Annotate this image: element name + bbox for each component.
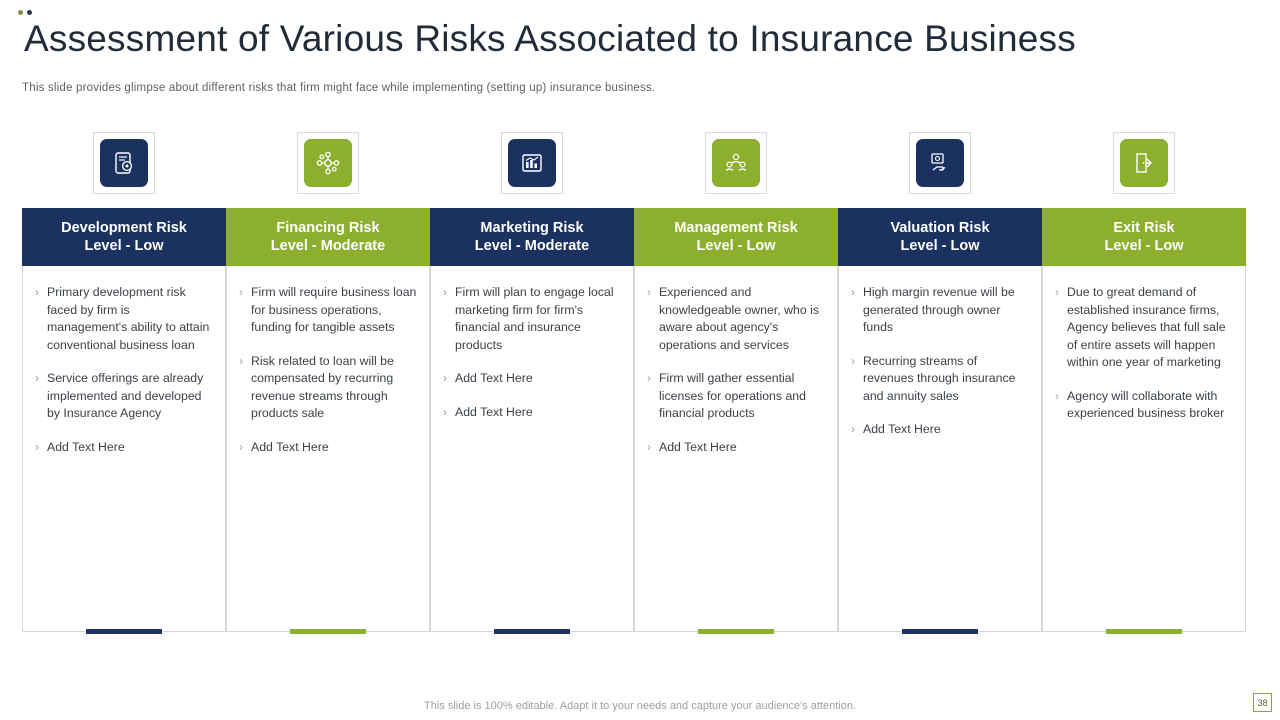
chevron-right-icon: › — [443, 285, 447, 299]
bullet-text: Add Text Here — [659, 439, 737, 454]
bullet-text: Due to great demand of established insurance firms, Agency believes that full sale of entire assets will happen within one year of marketing — [1067, 285, 1226, 369]
icon-container — [838, 132, 1042, 194]
column-accent-bar — [86, 629, 162, 634]
dot-navy — [27, 10, 32, 15]
column-title-line2: Level - Low — [696, 238, 776, 254]
column-title-line2: Level - Low — [1104, 238, 1184, 254]
footer-note: This slide is 100% editable. Adapt it to your needs and capture your audience's attention. — [424, 700, 856, 712]
column-title-line1: Marketing Risk — [480, 219, 584, 236]
icon-frame — [297, 132, 359, 194]
risk-column-exit — [1042, 132, 1246, 632]
column-header — [1042, 208, 1246, 266]
bullet-text: Add Text Here — [251, 439, 329, 454]
list-item — [1055, 388, 1233, 423]
list-item — [851, 353, 1029, 406]
list-item — [851, 284, 1029, 337]
bullet-text: Agency will collaborate with experienced business broker — [1067, 388, 1225, 420]
column-body — [838, 266, 1042, 632]
icon-frame — [93, 132, 155, 194]
column-accent-bar — [290, 629, 366, 634]
risk-column-valuation — [838, 132, 1042, 632]
handshake-money-icon — [916, 139, 964, 187]
column-body — [634, 266, 838, 632]
list-item — [647, 370, 825, 423]
network-nodes-icon — [304, 139, 352, 187]
column-title-line2: Level - Moderate — [270, 238, 386, 254]
list-item — [35, 370, 213, 423]
icon-container — [22, 132, 226, 194]
column-title-line2: Level - Low — [84, 238, 164, 254]
column-title-line2: Level - Low — [900, 238, 980, 254]
icon-container — [430, 132, 634, 194]
page-number-badge: 38 — [1253, 693, 1272, 712]
chevron-right-icon: › — [1055, 388, 1059, 403]
bullet-text: Add Text Here — [455, 371, 533, 385]
chevron-right-icon: › — [851, 422, 855, 436]
column-accent-bar — [698, 629, 774, 634]
list-item — [443, 404, 621, 422]
bullet-text: Add Text Here — [47, 439, 125, 454]
list-item — [35, 439, 213, 457]
chevron-right-icon: › — [35, 371, 39, 385]
chevron-right-icon: › — [647, 285, 651, 299]
column-title-line1: Valuation Risk — [890, 219, 990, 236]
chevron-right-icon: › — [851, 353, 855, 368]
bullet-text: Primary development risk faced by firm is management's ability to attain conventional business loan — [47, 285, 210, 352]
people-group-icon — [712, 139, 760, 187]
column-header — [430, 208, 634, 266]
column-title-line1: Management Risk — [674, 219, 798, 236]
risk-column-financing — [226, 132, 430, 632]
bullet-text: Firm will gather essential licenses for operations and financial products — [659, 371, 806, 420]
chevron-right-icon: › — [647, 439, 651, 454]
chevron-right-icon: › — [35, 285, 39, 299]
icon-container — [1042, 132, 1246, 194]
icon-frame — [1113, 132, 1175, 194]
bullet-text: Add Text Here — [863, 422, 941, 436]
list-item — [1055, 284, 1233, 372]
column-title-line1: Exit Risk — [1113, 219, 1175, 236]
exit-door-icon — [1120, 139, 1168, 187]
list-item — [443, 284, 621, 354]
risk-column-management — [634, 132, 838, 632]
column-header — [838, 208, 1042, 266]
column-title-line2: Level - Moderate — [474, 238, 590, 254]
list-item — [647, 439, 825, 457]
dot-green — [18, 10, 23, 15]
chevron-right-icon: › — [1055, 285, 1059, 299]
chevron-right-icon: › — [239, 439, 243, 454]
risk-column-development — [22, 132, 226, 632]
chevron-right-icon: › — [443, 371, 447, 385]
risk-columns — [22, 132, 1262, 632]
chevron-right-icon: › — [851, 285, 855, 299]
risk-column-marketing — [430, 132, 634, 632]
icon-frame — [705, 132, 767, 194]
column-title-line1: Development Risk — [61, 219, 187, 236]
bullet-text: Service offerings are already implemented and developed by Insurance Agency — [47, 371, 204, 420]
column-header — [22, 208, 226, 266]
chevron-right-icon: › — [239, 353, 243, 368]
column-header — [634, 208, 838, 266]
page-subtitle: This slide provides glimpse about different risks that firm might face while implementing (setting up) insurance business. — [22, 82, 656, 94]
list-item — [239, 353, 417, 423]
page-title: Assessment of Various Risks Associated to Insurance Business — [24, 18, 1076, 59]
column-title-line1: Financing Risk — [276, 219, 380, 236]
bullet-text: Recurring streams of revenues through insurance and annuity sales — [863, 353, 1016, 403]
list-item — [239, 284, 417, 337]
bullet-text: High margin revenue will be generated through owner funds — [863, 285, 1015, 334]
icon-frame — [909, 132, 971, 194]
column-body — [1042, 266, 1246, 632]
bar-chart-icon — [508, 139, 556, 187]
column-body — [430, 266, 634, 632]
column-header — [226, 208, 430, 266]
column-accent-bar — [494, 629, 570, 634]
decorative-dots — [18, 10, 32, 15]
icon-container — [634, 132, 838, 194]
column-accent-bar — [902, 629, 978, 634]
document-gear-icon — [100, 139, 148, 187]
list-item — [647, 284, 825, 354]
bullet-text: Add Text Here — [455, 404, 533, 419]
list-item — [443, 370, 621, 388]
bullet-text: Firm will plan to engage local marketing firm for firm's financial and insurance products — [455, 285, 614, 352]
column-body — [226, 266, 430, 632]
chevron-right-icon: › — [647, 371, 651, 385]
column-body — [22, 266, 226, 632]
icon-frame — [501, 132, 563, 194]
chevron-right-icon: › — [35, 439, 39, 454]
bullet-text: Risk related to loan will be compensated by recurring revenue streams through products sale — [251, 353, 394, 420]
bullet-text: Experienced and knowledgeable owner, who is aware about agency's operations and services — [659, 285, 819, 352]
column-accent-bar — [1106, 629, 1182, 634]
icon-container — [226, 132, 430, 194]
list-item — [239, 439, 417, 457]
chevron-right-icon: › — [239, 285, 243, 299]
bullet-text: Firm will require business loan for business operations, funding for tangible assets — [251, 285, 417, 334]
list-item — [851, 421, 1029, 439]
list-item — [35, 284, 213, 354]
chevron-right-icon: › — [443, 404, 447, 419]
